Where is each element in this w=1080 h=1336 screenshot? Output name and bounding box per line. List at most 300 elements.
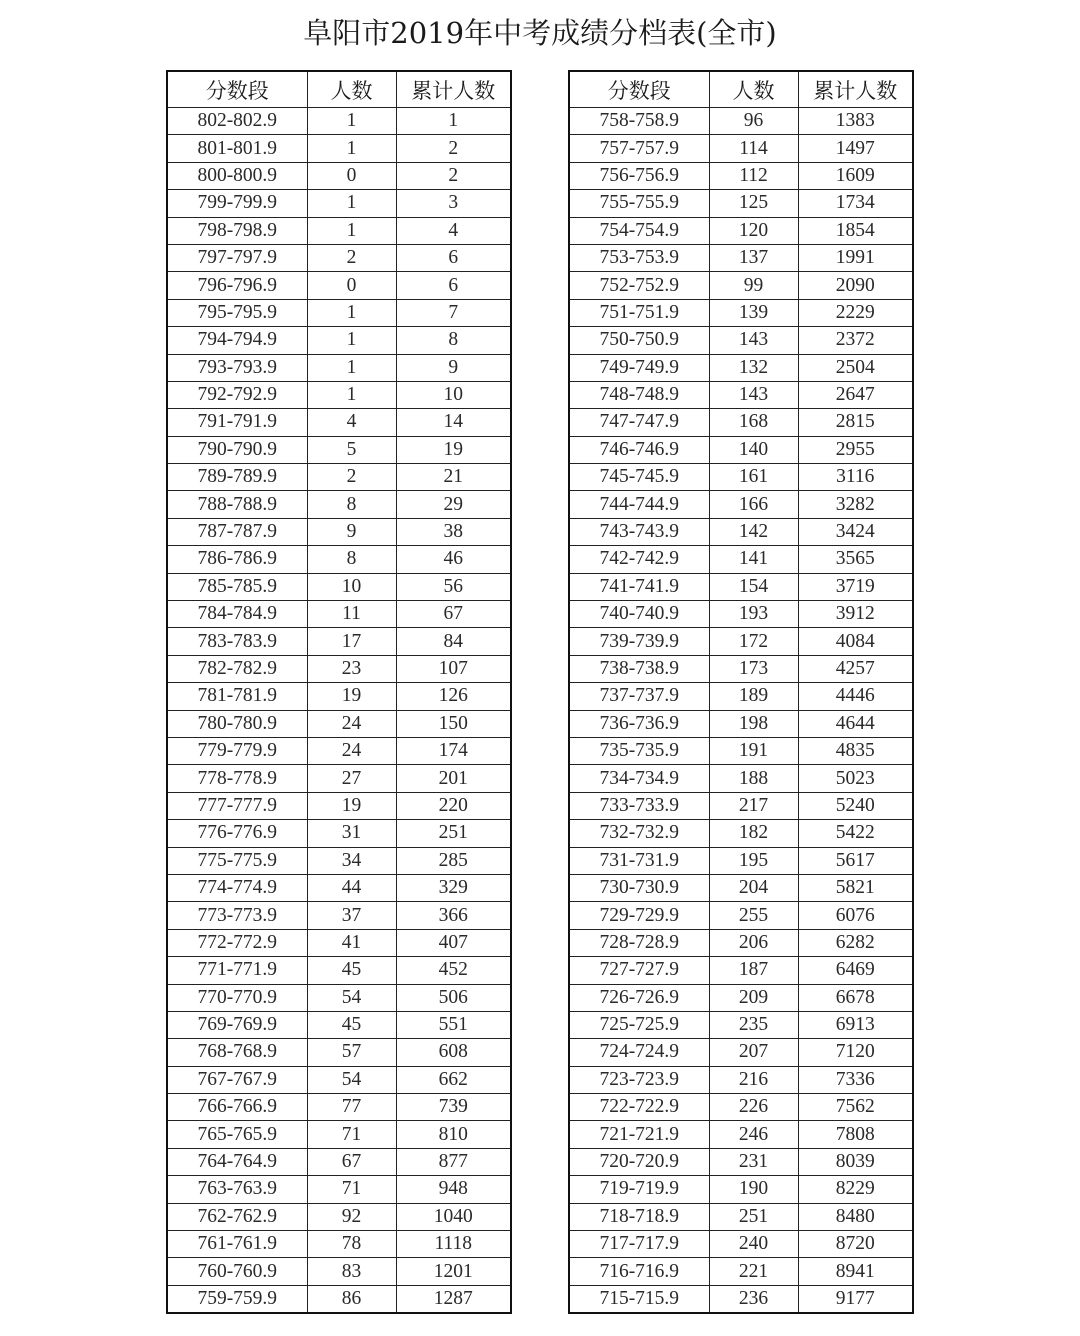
table-row xyxy=(569,491,913,518)
cell-score-range: 741-741.9 xyxy=(569,573,709,600)
table-row xyxy=(569,354,913,381)
cell-count: 191 xyxy=(709,737,798,764)
table-row xyxy=(167,491,511,518)
table-row xyxy=(167,820,511,847)
cell-cumulative: 5422 xyxy=(798,820,913,847)
cell-score-range: 757-757.9 xyxy=(569,135,709,162)
cell-cumulative: 2955 xyxy=(798,436,913,463)
table-row xyxy=(167,1039,511,1066)
cell-count: 188 xyxy=(709,765,798,792)
cell-count: 189 xyxy=(709,683,798,710)
cell-score-range: 796-796.9 xyxy=(167,272,307,299)
cell-score-range: 724-724.9 xyxy=(569,1039,709,1066)
table-row xyxy=(569,628,913,655)
cell-count: 92 xyxy=(307,1203,396,1230)
cell-cumulative: 6 xyxy=(396,272,511,299)
cell-cumulative: 739 xyxy=(396,1094,511,1121)
table-row xyxy=(569,1121,913,1148)
cell-cumulative: 6076 xyxy=(798,902,913,929)
cell-count: 143 xyxy=(709,327,798,354)
cell-cumulative: 8941 xyxy=(798,1258,913,1285)
cell-score-range: 793-793.9 xyxy=(167,354,307,381)
cell-score-range: 740-740.9 xyxy=(569,601,709,628)
cell-count: 99 xyxy=(709,272,798,299)
table-row xyxy=(167,1011,511,1038)
cell-score-range: 765-765.9 xyxy=(167,1121,307,1148)
cell-count: 182 xyxy=(709,820,798,847)
cell-score-range: 731-731.9 xyxy=(569,847,709,874)
cell-count: 1 xyxy=(307,217,396,244)
cell-score-range: 766-766.9 xyxy=(167,1094,307,1121)
cell-cumulative: 1040 xyxy=(396,1203,511,1230)
cell-cumulative: 10 xyxy=(396,381,511,408)
cell-count: 34 xyxy=(307,847,396,874)
table-row xyxy=(167,409,511,436)
cell-cumulative: 4835 xyxy=(798,737,913,764)
cell-score-range: 795-795.9 xyxy=(167,299,307,326)
cell-cumulative: 19 xyxy=(396,436,511,463)
table-row xyxy=(569,327,913,354)
cell-cumulative: 56 xyxy=(396,573,511,600)
cell-count: 132 xyxy=(709,354,798,381)
table-row xyxy=(569,737,913,764)
cell-score-range: 718-718.9 xyxy=(569,1203,709,1230)
table-row xyxy=(569,765,913,792)
cell-cumulative: 8 xyxy=(396,327,511,354)
cell-count: 173 xyxy=(709,655,798,682)
cell-cumulative: 7120 xyxy=(798,1039,913,1066)
cell-count: 255 xyxy=(709,902,798,929)
cell-count: 161 xyxy=(709,464,798,491)
cell-cumulative: 1 xyxy=(396,108,511,135)
cell-count: 5 xyxy=(307,436,396,463)
cell-score-range: 761-761.9 xyxy=(167,1231,307,1258)
cell-score-range: 779-779.9 xyxy=(167,737,307,764)
cell-cumulative: 251 xyxy=(396,820,511,847)
score-table-right xyxy=(568,70,914,1314)
table-row xyxy=(569,710,913,737)
table-row xyxy=(569,874,913,901)
cell-score-range: 730-730.9 xyxy=(569,874,709,901)
cell-count: 24 xyxy=(307,737,396,764)
table-row xyxy=(569,162,913,189)
cell-score-range: 780-780.9 xyxy=(167,710,307,737)
table-row xyxy=(167,162,511,189)
cell-count: 86 xyxy=(307,1285,396,1313)
cell-score-range: 723-723.9 xyxy=(569,1066,709,1093)
cell-cumulative: 84 xyxy=(396,628,511,655)
cell-count: 1 xyxy=(307,327,396,354)
table-row xyxy=(167,792,511,819)
cell-score-range: 751-751.9 xyxy=(569,299,709,326)
cell-cumulative: 4 xyxy=(396,217,511,244)
cell-cumulative: 7562 xyxy=(798,1094,913,1121)
cell-cumulative: 21 xyxy=(396,464,511,491)
cell-count: 44 xyxy=(307,874,396,901)
cell-score-range: 799-799.9 xyxy=(167,190,307,217)
header-cumulative: 累计人数 xyxy=(396,71,511,108)
cell-score-range: 786-786.9 xyxy=(167,546,307,573)
cell-count: 216 xyxy=(709,1066,798,1093)
cell-score-range: 738-738.9 xyxy=(569,655,709,682)
table-row xyxy=(569,518,913,545)
cell-count: 120 xyxy=(709,217,798,244)
cell-cumulative: 126 xyxy=(396,683,511,710)
cell-count: 221 xyxy=(709,1258,798,1285)
table-row xyxy=(167,190,511,217)
cell-score-range: 750-750.9 xyxy=(569,327,709,354)
table-row xyxy=(569,272,913,299)
cell-score-range: 777-777.9 xyxy=(167,792,307,819)
cell-count: 83 xyxy=(307,1258,396,1285)
cell-count: 207 xyxy=(709,1039,798,1066)
table-row xyxy=(167,847,511,874)
cell-score-range: 720-720.9 xyxy=(569,1148,709,1175)
cell-cumulative: 5240 xyxy=(798,792,913,819)
cell-cumulative: 9177 xyxy=(798,1285,913,1313)
cell-cumulative: 1609 xyxy=(798,162,913,189)
cell-score-range: 739-739.9 xyxy=(569,628,709,655)
cell-cumulative: 285 xyxy=(396,847,511,874)
cell-cumulative: 46 xyxy=(396,546,511,573)
table-row xyxy=(167,436,511,463)
cell-score-range: 759-759.9 xyxy=(167,1285,307,1313)
table-row xyxy=(569,1011,913,1038)
cell-score-range: 763-763.9 xyxy=(167,1176,307,1203)
cell-count: 236 xyxy=(709,1285,798,1313)
cell-cumulative: 8480 xyxy=(798,1203,913,1230)
table-row xyxy=(569,957,913,984)
cell-cumulative: 29 xyxy=(396,491,511,518)
cell-count: 77 xyxy=(307,1094,396,1121)
table-row xyxy=(167,1066,511,1093)
cell-count: 114 xyxy=(709,135,798,162)
table-row xyxy=(569,792,913,819)
table-row xyxy=(167,1094,511,1121)
cell-count: 246 xyxy=(709,1121,798,1148)
cell-count: 226 xyxy=(709,1094,798,1121)
cell-score-range: 797-797.9 xyxy=(167,244,307,271)
table-row xyxy=(167,1176,511,1203)
cell-cumulative: 452 xyxy=(396,957,511,984)
table-row xyxy=(167,381,511,408)
cell-count: 37 xyxy=(307,902,396,929)
cell-count: 1 xyxy=(307,381,396,408)
table-row xyxy=(167,327,511,354)
table-row xyxy=(569,820,913,847)
cell-count: 19 xyxy=(307,792,396,819)
table-row xyxy=(569,464,913,491)
cell-score-range: 768-768.9 xyxy=(167,1039,307,1066)
cell-score-range: 749-749.9 xyxy=(569,354,709,381)
cell-count: 195 xyxy=(709,847,798,874)
cell-count: 140 xyxy=(709,436,798,463)
cell-count: 1 xyxy=(307,190,396,217)
table-row xyxy=(167,546,511,573)
cell-count: 71 xyxy=(307,1176,396,1203)
table-row xyxy=(167,737,511,764)
cell-score-range: 778-778.9 xyxy=(167,765,307,792)
cell-cumulative: 4446 xyxy=(798,683,913,710)
table-row xyxy=(569,1231,913,1258)
cell-score-range: 801-801.9 xyxy=(167,135,307,162)
cell-count: 27 xyxy=(307,765,396,792)
cell-count: 204 xyxy=(709,874,798,901)
cell-score-range: 719-719.9 xyxy=(569,1176,709,1203)
table-row xyxy=(167,135,511,162)
cell-score-range: 769-769.9 xyxy=(167,1011,307,1038)
cell-score-range: 788-788.9 xyxy=(167,491,307,518)
table-row xyxy=(569,299,913,326)
table-row xyxy=(569,1148,913,1175)
cell-score-range: 802-802.9 xyxy=(167,108,307,135)
cell-cumulative: 407 xyxy=(396,929,511,956)
cell-count: 0 xyxy=(307,272,396,299)
table-row xyxy=(167,518,511,545)
cell-count: 1 xyxy=(307,135,396,162)
table-row xyxy=(569,573,913,600)
cell-score-range: 784-784.9 xyxy=(167,601,307,628)
cell-score-range: 733-733.9 xyxy=(569,792,709,819)
cell-cumulative: 2 xyxy=(396,135,511,162)
table-row xyxy=(167,710,511,737)
cell-cumulative: 5023 xyxy=(798,765,913,792)
cell-score-range: 729-729.9 xyxy=(569,902,709,929)
cell-cumulative: 7808 xyxy=(798,1121,913,1148)
cell-count: 251 xyxy=(709,1203,798,1230)
cell-score-range: 717-717.9 xyxy=(569,1231,709,1258)
cell-cumulative: 329 xyxy=(396,874,511,901)
table-row xyxy=(569,1258,913,1285)
cell-cumulative: 107 xyxy=(396,655,511,682)
table-row xyxy=(569,546,913,573)
table-row xyxy=(167,272,511,299)
cell-score-range: 762-762.9 xyxy=(167,1203,307,1230)
cell-score-range: 787-787.9 xyxy=(167,518,307,545)
cell-score-range: 772-772.9 xyxy=(167,929,307,956)
cell-count: 193 xyxy=(709,601,798,628)
cell-cumulative: 6 xyxy=(396,244,511,271)
table-row xyxy=(167,1121,511,1148)
cell-cumulative: 14 xyxy=(396,409,511,436)
cell-cumulative: 608 xyxy=(396,1039,511,1066)
cell-cumulative: 6913 xyxy=(798,1011,913,1038)
cell-score-range: 781-781.9 xyxy=(167,683,307,710)
header-count: 人数 xyxy=(709,71,798,108)
cell-score-range: 782-782.9 xyxy=(167,655,307,682)
cell-score-range: 722-722.9 xyxy=(569,1094,709,1121)
cell-count: 172 xyxy=(709,628,798,655)
header-cumulative: 累计人数 xyxy=(798,71,913,108)
table-row xyxy=(569,381,913,408)
cell-count: 8 xyxy=(307,546,396,573)
cell-score-range: 755-755.9 xyxy=(569,190,709,217)
cell-score-range: 798-798.9 xyxy=(167,217,307,244)
cell-count: 54 xyxy=(307,1066,396,1093)
table-row xyxy=(569,1039,913,1066)
table-row xyxy=(569,1285,913,1313)
cell-cumulative: 6469 xyxy=(798,957,913,984)
cell-score-range: 794-794.9 xyxy=(167,327,307,354)
cell-score-range: 735-735.9 xyxy=(569,737,709,764)
cell-cumulative: 810 xyxy=(396,1121,511,1148)
cell-count: 10 xyxy=(307,573,396,600)
table-row xyxy=(167,299,511,326)
cell-count: 154 xyxy=(709,573,798,600)
cell-score-range: 716-716.9 xyxy=(569,1258,709,1285)
table-row xyxy=(167,1285,511,1313)
cell-cumulative: 38 xyxy=(396,518,511,545)
cell-cumulative: 9 xyxy=(396,354,511,381)
cell-count: 2 xyxy=(307,464,396,491)
cell-count: 139 xyxy=(709,299,798,326)
cell-count: 11 xyxy=(307,601,396,628)
cell-cumulative: 1854 xyxy=(798,217,913,244)
cell-cumulative: 4084 xyxy=(798,628,913,655)
cell-count: 9 xyxy=(307,518,396,545)
cell-score-range: 744-744.9 xyxy=(569,491,709,518)
cell-count: 240 xyxy=(709,1231,798,1258)
table-row xyxy=(167,628,511,655)
cell-cumulative: 8039 xyxy=(798,1148,913,1175)
cell-cumulative: 3 xyxy=(396,190,511,217)
cell-cumulative: 1287 xyxy=(396,1285,511,1313)
cell-score-range: 792-792.9 xyxy=(167,381,307,408)
cell-score-range: 715-715.9 xyxy=(569,1285,709,1313)
table-row xyxy=(569,984,913,1011)
cell-count: 24 xyxy=(307,710,396,737)
cell-score-range: 790-790.9 xyxy=(167,436,307,463)
cell-cumulative: 877 xyxy=(396,1148,511,1175)
cell-count: 112 xyxy=(709,162,798,189)
table-row xyxy=(167,1203,511,1230)
cell-count: 166 xyxy=(709,491,798,518)
cell-count: 19 xyxy=(307,683,396,710)
table-row xyxy=(167,1258,511,1285)
cell-cumulative: 2090 xyxy=(798,272,913,299)
cell-count: 190 xyxy=(709,1176,798,1203)
cell-score-range: 785-785.9 xyxy=(167,573,307,600)
cell-cumulative: 662 xyxy=(396,1066,511,1093)
table-row xyxy=(167,464,511,491)
page-title: 阜阳市2019年中考成绩分档表(全市) xyxy=(303,16,777,50)
cell-cumulative: 1991 xyxy=(798,244,913,271)
cell-cumulative: 3282 xyxy=(798,491,913,518)
table-row xyxy=(569,1094,913,1121)
cell-cumulative: 174 xyxy=(396,737,511,764)
cell-score-range: 754-754.9 xyxy=(569,217,709,244)
cell-cumulative: 4257 xyxy=(798,655,913,682)
cell-count: 168 xyxy=(709,409,798,436)
cell-count: 96 xyxy=(709,108,798,135)
cell-cumulative: 948 xyxy=(396,1176,511,1203)
cell-cumulative: 3424 xyxy=(798,518,913,545)
cell-cumulative: 150 xyxy=(396,710,511,737)
table-row xyxy=(569,1203,913,1230)
cell-cumulative: 67 xyxy=(396,601,511,628)
cell-count: 217 xyxy=(709,792,798,819)
cell-score-range: 760-760.9 xyxy=(167,1258,307,1285)
cell-count: 137 xyxy=(709,244,798,271)
cell-count: 206 xyxy=(709,929,798,956)
table-row xyxy=(167,601,511,628)
cell-cumulative: 2372 xyxy=(798,327,913,354)
cell-score-range: 791-791.9 xyxy=(167,409,307,436)
cell-count: 4 xyxy=(307,409,396,436)
cell-cumulative: 6282 xyxy=(798,929,913,956)
table-row xyxy=(167,655,511,682)
header-count: 人数 xyxy=(307,71,396,108)
cell-score-range: 745-745.9 xyxy=(569,464,709,491)
cell-count: 141 xyxy=(709,546,798,573)
cell-cumulative: 7 xyxy=(396,299,511,326)
cell-score-range: 737-737.9 xyxy=(569,683,709,710)
cell-score-range: 725-725.9 xyxy=(569,1011,709,1038)
cell-cumulative: 551 xyxy=(396,1011,511,1038)
table-row xyxy=(569,929,913,956)
cell-score-range: 753-753.9 xyxy=(569,244,709,271)
table-row xyxy=(569,847,913,874)
cell-score-range: 756-756.9 xyxy=(569,162,709,189)
cell-cumulative: 1497 xyxy=(798,135,913,162)
cell-cumulative: 220 xyxy=(396,792,511,819)
header-score-range: 分数段 xyxy=(167,71,307,108)
table-row xyxy=(569,902,913,929)
table-row xyxy=(167,874,511,901)
cell-count: 8 xyxy=(307,491,396,518)
table-row xyxy=(569,244,913,271)
cell-count: 45 xyxy=(307,957,396,984)
table-row xyxy=(167,929,511,956)
cell-count: 67 xyxy=(307,1148,396,1175)
cell-score-range: 789-789.9 xyxy=(167,464,307,491)
cell-score-range: 776-776.9 xyxy=(167,820,307,847)
cell-count: 235 xyxy=(709,1011,798,1038)
table-row xyxy=(569,108,913,135)
cell-score-range: 746-746.9 xyxy=(569,436,709,463)
cell-cumulative: 1118 xyxy=(396,1231,511,1258)
cell-cumulative: 3116 xyxy=(798,464,913,491)
table-row xyxy=(167,573,511,600)
cell-cumulative: 2647 xyxy=(798,381,913,408)
cell-cumulative: 8720 xyxy=(798,1231,913,1258)
table-row xyxy=(167,244,511,271)
cell-cumulative: 3565 xyxy=(798,546,913,573)
cell-cumulative: 7336 xyxy=(798,1066,913,1093)
cell-count: 143 xyxy=(709,381,798,408)
cell-count: 57 xyxy=(307,1039,396,1066)
table-row xyxy=(167,217,511,244)
cell-score-range: 742-742.9 xyxy=(569,546,709,573)
cell-count: 1 xyxy=(307,354,396,381)
cell-cumulative: 366 xyxy=(396,902,511,929)
table-row xyxy=(167,902,511,929)
table-row xyxy=(569,135,913,162)
cell-score-range: 747-747.9 xyxy=(569,409,709,436)
cell-score-range: 748-748.9 xyxy=(569,381,709,408)
cell-cumulative: 201 xyxy=(396,765,511,792)
cell-cumulative: 2229 xyxy=(798,299,913,326)
cell-cumulative: 6678 xyxy=(798,984,913,1011)
cell-count: 41 xyxy=(307,929,396,956)
cell-score-range: 764-764.9 xyxy=(167,1148,307,1175)
table-row xyxy=(569,436,913,463)
cell-count: 31 xyxy=(307,820,396,847)
table-row xyxy=(167,765,511,792)
table-row xyxy=(167,984,511,1011)
cell-count: 209 xyxy=(709,984,798,1011)
table-row xyxy=(569,601,913,628)
